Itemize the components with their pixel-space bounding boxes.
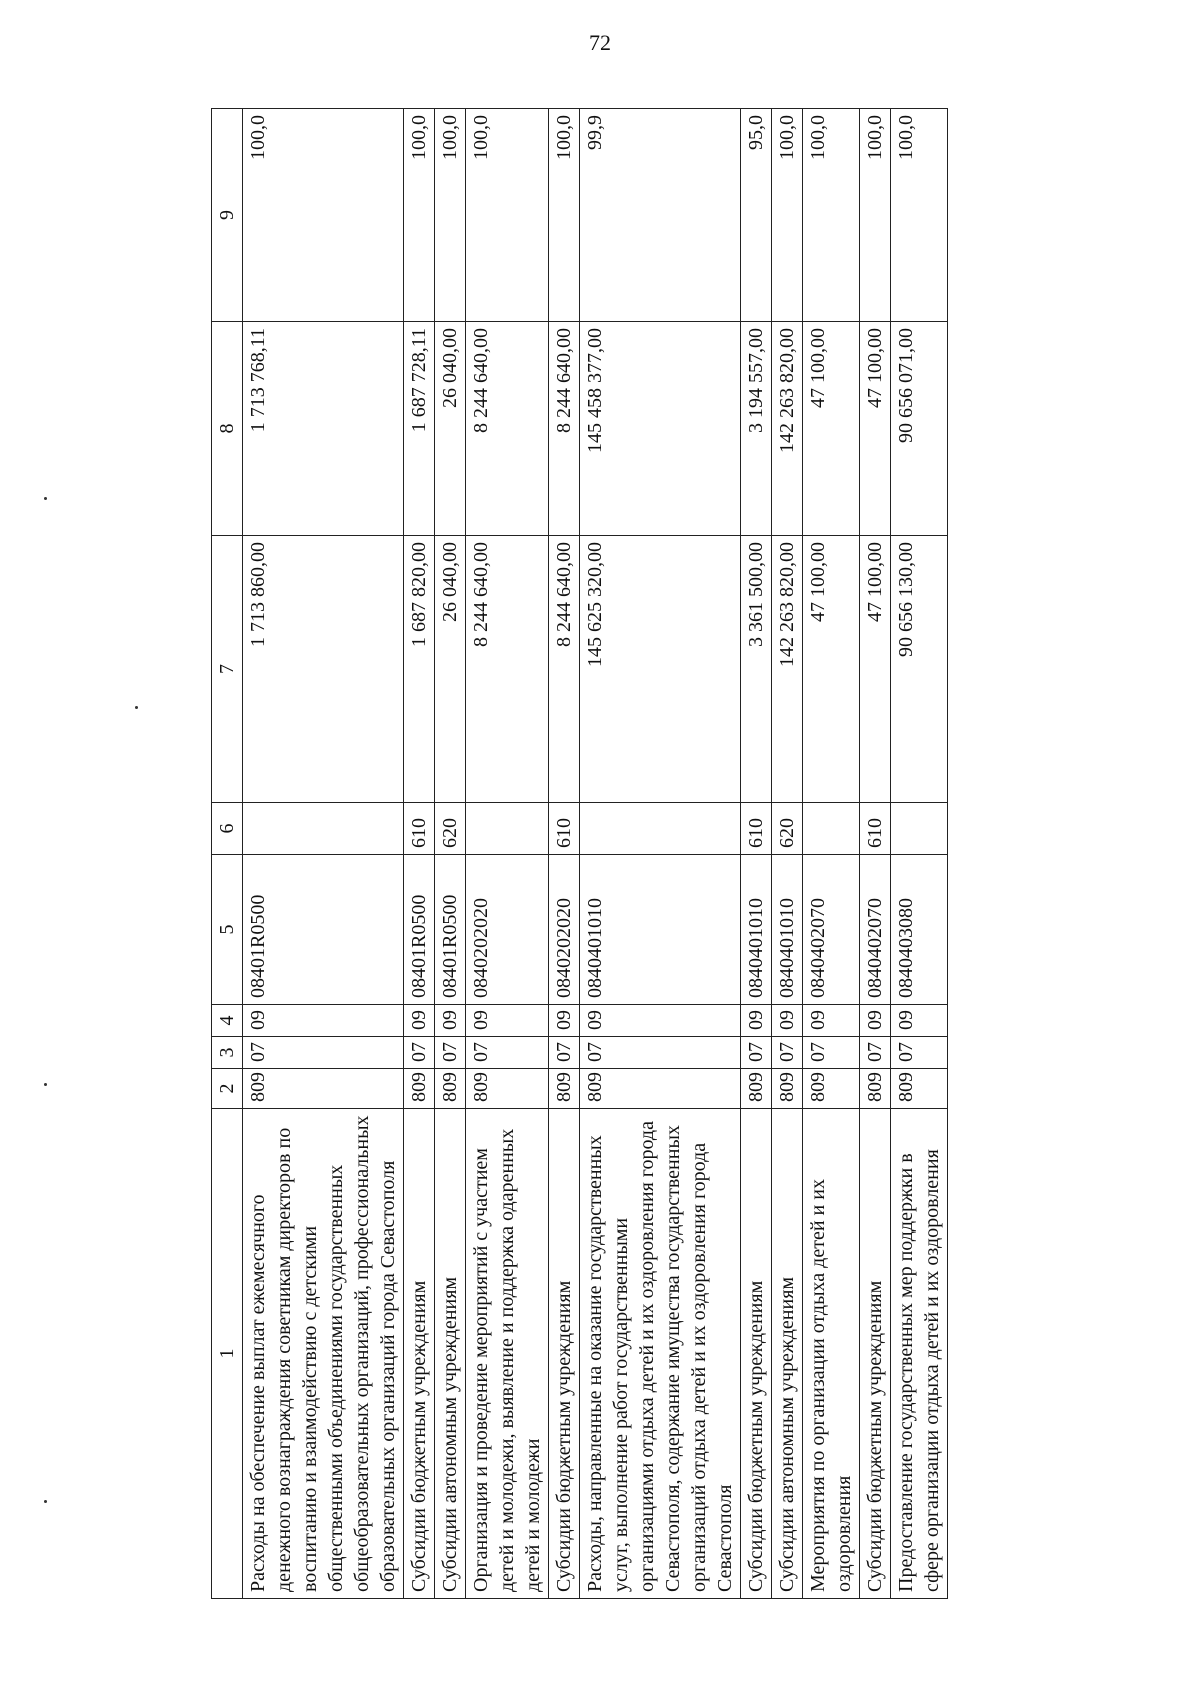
table-row bbox=[860, 109, 891, 1599]
row-description: Организация и проведение мероприятий с участием детей и молодежи, выявление и поддержка одаренных детей и молодежи bbox=[466, 1109, 549, 1599]
column-header: 7 bbox=[212, 536, 243, 803]
scan-speck bbox=[135, 706, 138, 709]
expense-type-code bbox=[466, 803, 549, 855]
row-description: Субсидии бюджетным учреждениям bbox=[404, 1109, 435, 1599]
section-code: 07 bbox=[580, 1037, 741, 1069]
table-row bbox=[891, 109, 948, 1599]
planned-amount: 47 100,00 bbox=[803, 536, 860, 803]
row-description: Предоставление государственных мер поддержки в сфере организации отдыха детей и их оздоровления bbox=[891, 1109, 948, 1599]
expense-type-code: 620 bbox=[772, 803, 803, 855]
planned-amount: 26 040,00 bbox=[435, 536, 466, 803]
planned-amount: 3 361 500,00 bbox=[741, 536, 772, 803]
target-article-code: 08401R0500 bbox=[404, 855, 435, 1005]
section-code: 07 bbox=[891, 1037, 948, 1069]
expense-type-code: 610 bbox=[860, 803, 891, 855]
executed-amount: 8 244 640,00 bbox=[549, 322, 580, 536]
table-row bbox=[580, 109, 741, 1599]
target-article-code: 0840202020 bbox=[466, 855, 549, 1005]
column-header: 3 bbox=[212, 1037, 243, 1069]
scan-speck bbox=[44, 1500, 47, 1503]
section-code: 07 bbox=[860, 1037, 891, 1069]
target-article-code: 0840401010 bbox=[580, 855, 741, 1005]
executed-amount: 47 100,00 bbox=[860, 322, 891, 536]
budget-table bbox=[211, 108, 948, 1599]
ministry-code: 809 bbox=[435, 1069, 466, 1109]
target-article-code: 0840402070 bbox=[803, 855, 860, 1005]
row-description: Субсидии бюджетным учреждениям bbox=[549, 1109, 580, 1599]
header-row bbox=[212, 109, 243, 1599]
planned-amount: 1 713 860,00 bbox=[243, 536, 404, 803]
executed-amount: 145 458 377,00 bbox=[580, 322, 741, 536]
executed-amount: 90 656 071,00 bbox=[891, 322, 948, 536]
subsection-code: 09 bbox=[860, 1005, 891, 1037]
execution-percent: 100,0 bbox=[891, 109, 948, 322]
ministry-code: 809 bbox=[891, 1069, 948, 1109]
executed-amount: 142 263 820,00 bbox=[772, 322, 803, 536]
column-header: 5 bbox=[212, 855, 243, 1005]
target-article-code: 0840202020 bbox=[549, 855, 580, 1005]
target-article-code: 0840401010 bbox=[741, 855, 772, 1005]
page-number: 72 bbox=[589, 30, 611, 55]
subsection-code: 09 bbox=[404, 1005, 435, 1037]
section-code: 07 bbox=[466, 1037, 549, 1069]
column-header: 8 bbox=[212, 322, 243, 536]
ministry-code: 809 bbox=[772, 1069, 803, 1109]
target-article-code: 0840403080 bbox=[891, 855, 948, 1005]
executed-amount: 26 040,00 bbox=[435, 322, 466, 536]
table-row bbox=[404, 109, 435, 1599]
table-row bbox=[741, 109, 772, 1599]
rotated-table-container bbox=[211, 109, 1141, 1599]
expense-type-code bbox=[891, 803, 948, 855]
subsection-code: 09 bbox=[243, 1005, 404, 1037]
executed-amount: 8 244 640,00 bbox=[466, 322, 549, 536]
target-article-code: 08401R0500 bbox=[243, 855, 404, 1005]
execution-percent: 100,0 bbox=[243, 109, 404, 322]
table-row bbox=[466, 109, 549, 1599]
expense-type-code bbox=[580, 803, 741, 855]
subsection-code: 09 bbox=[741, 1005, 772, 1037]
expense-type-code bbox=[803, 803, 860, 855]
expense-type-code: 610 bbox=[549, 803, 580, 855]
planned-amount: 47 100,00 bbox=[860, 536, 891, 803]
planned-amount: 145 625 320,00 bbox=[580, 536, 741, 803]
execution-percent: 95,0 bbox=[741, 109, 772, 322]
subsection-code: 09 bbox=[803, 1005, 860, 1037]
ministry-code: 809 bbox=[860, 1069, 891, 1109]
ministry-code: 809 bbox=[466, 1069, 549, 1109]
planned-amount: 90 656 130,00 bbox=[891, 536, 948, 803]
ministry-code: 809 bbox=[404, 1069, 435, 1109]
subsection-code: 09 bbox=[435, 1005, 466, 1037]
subsection-code: 09 bbox=[466, 1005, 549, 1037]
expense-type-code: 620 bbox=[435, 803, 466, 855]
section-code: 07 bbox=[435, 1037, 466, 1069]
subsection-code: 09 bbox=[891, 1005, 948, 1037]
expense-type-code: 610 bbox=[741, 803, 772, 855]
column-header: 2 bbox=[212, 1069, 243, 1109]
row-description: Субсидии бюджетным учреждениям bbox=[860, 1109, 891, 1599]
subsection-code: 09 bbox=[772, 1005, 803, 1037]
table-row bbox=[772, 109, 803, 1599]
scan-speck bbox=[44, 497, 47, 500]
column-header: 6 bbox=[212, 803, 243, 855]
section-code: 07 bbox=[803, 1037, 860, 1069]
executed-amount: 3 194 557,00 bbox=[741, 322, 772, 536]
section-code: 07 bbox=[243, 1037, 404, 1069]
column-header: 9 bbox=[212, 109, 243, 322]
section-code: 07 bbox=[741, 1037, 772, 1069]
execution-percent: 100,0 bbox=[404, 109, 435, 322]
executed-amount: 1 687 728,11 bbox=[404, 322, 435, 536]
table-row bbox=[549, 109, 580, 1599]
planned-amount: 142 263 820,00 bbox=[772, 536, 803, 803]
table-row bbox=[243, 109, 404, 1599]
ministry-code: 809 bbox=[803, 1069, 860, 1109]
subsection-code: 09 bbox=[580, 1005, 741, 1037]
section-code: 07 bbox=[772, 1037, 803, 1069]
target-article-code: 0840402070 bbox=[860, 855, 891, 1005]
expense-type-code bbox=[243, 803, 404, 855]
row-description: Мероприятия по организации отдыха детей и их оздоровления bbox=[803, 1109, 860, 1599]
section-code: 07 bbox=[549, 1037, 580, 1069]
row-description: Субсидии автономным учреждениям bbox=[435, 1109, 466, 1599]
row-description: Субсидии бюджетным учреждениям bbox=[741, 1109, 772, 1599]
ministry-code: 809 bbox=[580, 1069, 741, 1109]
target-article-code: 08401R0500 bbox=[435, 855, 466, 1005]
execution-percent: 100,0 bbox=[549, 109, 580, 322]
row-description: Субсидии автономным учреждениям bbox=[772, 1109, 803, 1599]
table-row bbox=[803, 109, 860, 1599]
table-row bbox=[435, 109, 466, 1599]
ministry-code: 809 bbox=[549, 1069, 580, 1109]
expense-type-code: 610 bbox=[404, 803, 435, 855]
planned-amount: 8 244 640,00 bbox=[549, 536, 580, 803]
column-header: 4 bbox=[212, 1005, 243, 1037]
section-code: 07 bbox=[404, 1037, 435, 1069]
execution-percent: 100,0 bbox=[860, 109, 891, 322]
execution-percent: 100,0 bbox=[435, 109, 466, 322]
execution-percent: 99,9 bbox=[580, 109, 741, 322]
execution-percent: 100,0 bbox=[466, 109, 549, 322]
planned-amount: 8 244 640,00 bbox=[466, 536, 549, 803]
ministry-code: 809 bbox=[741, 1069, 772, 1109]
execution-percent: 100,0 bbox=[772, 109, 803, 322]
executed-amount: 1 713 768,11 bbox=[243, 322, 404, 536]
executed-amount: 47 100,00 bbox=[803, 322, 860, 536]
subsection-code: 09 bbox=[549, 1005, 580, 1037]
column-header: 1 bbox=[212, 1109, 243, 1599]
ministry-code: 809 bbox=[243, 1069, 404, 1109]
scan-speck bbox=[44, 1083, 47, 1086]
execution-percent: 100,0 bbox=[803, 109, 860, 322]
row-description: Расходы на обеспечение выплат ежемесячного денежного вознаграждения советникам директоров по воспитанию и взаимодействию с детскими общественными объединениями государственных общеобразовательных организаций, профессиональных образовательных организаций города Севастополя bbox=[243, 1109, 404, 1599]
row-description: Расходы, направленные на оказание государственных услуг, выполнение работ государственными организациями отдыха детей и их оздоровления города Севастополя, содержание имущества государственных организаций отдыха детей и их оздоровления города Севастополя bbox=[580, 1109, 741, 1599]
planned-amount: 1 687 820,00 bbox=[404, 536, 435, 803]
target-article-code: 0840401010 bbox=[772, 855, 803, 1005]
